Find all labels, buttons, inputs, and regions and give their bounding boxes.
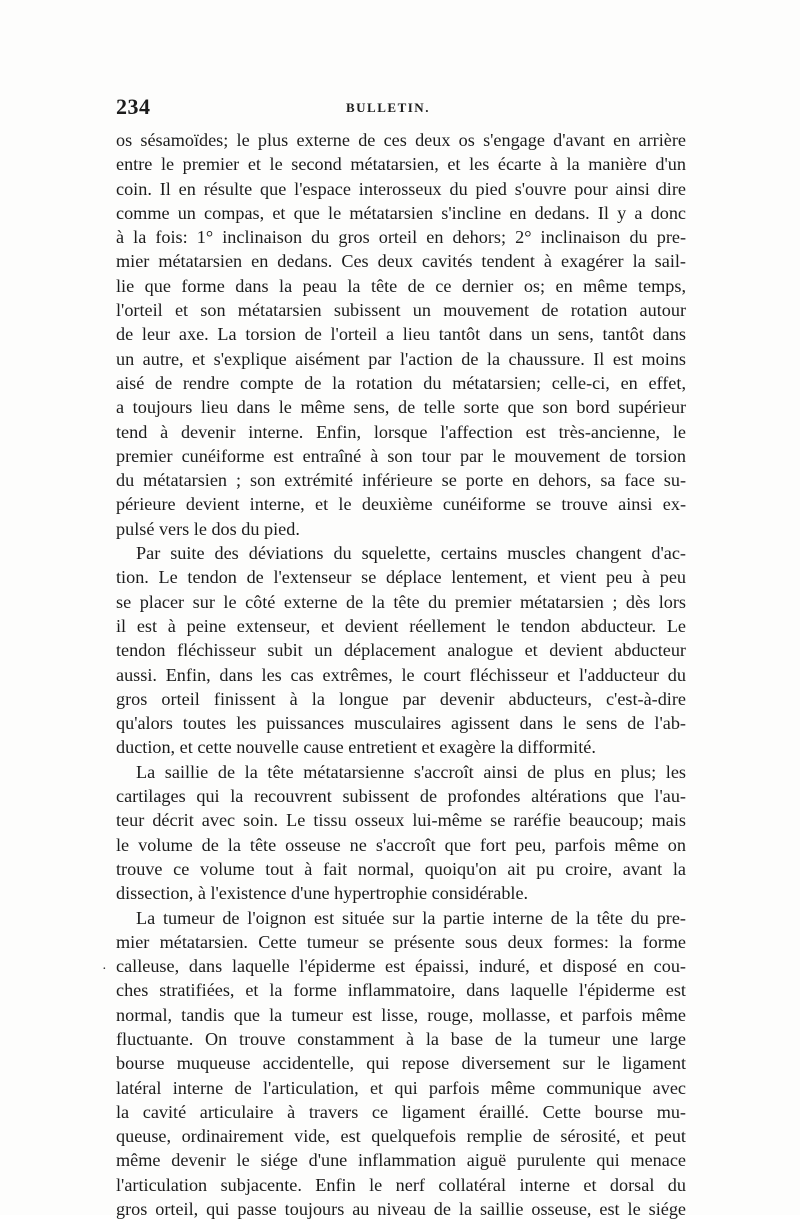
text-line: trouve ce volume tout à fait normal, quoiqu'on ait pu croire, avant la xyxy=(116,857,686,881)
text-line: dissection, à l'existence d'une hypertrophie considérable. xyxy=(116,881,686,905)
text-line: pulsé vers le dos du pied. xyxy=(116,517,686,541)
text-line: l'articulation subjacente. Enfin le nerf collatéral interne et dorsal du xyxy=(116,1173,686,1197)
text-line: à la fois: 1° inclinaison du gros orteil en dehors; 2° inclinaison du pre- xyxy=(116,225,686,249)
text-line: entre le premier et le second métatarsien, et les écarte à la manière d'un xyxy=(116,152,686,176)
text-line: du métatarsien ; son extrémité inférieure se porte en dehors, sa face su- xyxy=(116,468,686,492)
running-title: BULLETIN. xyxy=(346,100,430,116)
body-text xyxy=(116,128,686,1221)
text-line: la cavité articulaire à travers ce ligament éraillé. Cette bourse mu- xyxy=(116,1100,686,1124)
text-line: La tumeur de l'oignon est située sur la partie interne de la tête du pre- xyxy=(116,906,686,930)
margin-mark: · xyxy=(102,962,107,978)
page-number: 234 xyxy=(116,94,151,120)
text-line: tion. Le tendon de l'extenseur se déplace lentement, et vient peu à peu xyxy=(116,565,686,589)
paragraph-3 xyxy=(116,760,686,906)
text-line: le volume de la tête osseuse ne s'accroît que fort peu, parfois même on xyxy=(116,833,686,857)
text-line: lie que forme dans la peau la tête de ce dernier os; en même temps, xyxy=(116,274,686,298)
text-line: qu'alors toutes les puissances musculaires agissent dans le sens de l'ab- xyxy=(116,711,686,735)
text-line: calleuse, dans laquelle l'épiderme est épaissi, induré, et disposé en cou- xyxy=(116,954,686,978)
text-line: bourse muqueuse accidentelle, qui repose diversement sur le ligament xyxy=(116,1051,686,1075)
text-line: La saillie de la tête métatarsienne s'accroît ainsi de plus en plus; les xyxy=(116,760,686,784)
paragraph-1 xyxy=(116,128,686,541)
text-line: périeure devient interne, et le deuxième cunéiforme se trouve ainsi ex- xyxy=(116,492,686,516)
text-line: premier cunéiforme est entraîné à son tour par le mouvement de torsion xyxy=(116,444,686,468)
text-line: ches stratifiées, et la forme inflammatoire, dans laquelle l'épiderme est xyxy=(116,978,686,1002)
text-line: tend à devenir interne. Enfin, lorsque l'affection est très-ancienne, le xyxy=(116,420,686,444)
text-line: mier métatarsien en dedans. Ces deux cavités tendent à exagérer la sail- xyxy=(116,249,686,273)
text-line: os sésamoïdes; le plus externe de ces deux os s'engage d'avant en arrière xyxy=(116,128,686,152)
text-line: duction, et cette nouvelle cause entretient et exagère la difformité. xyxy=(116,735,686,759)
text-line: gros orteil finissent à la longue par devenir abducteurs, c'est-à-dire xyxy=(116,687,686,711)
text-line: un autre, et s'explique aisément par l'action de la chaussure. Il est moins xyxy=(116,347,686,371)
text-line: coin. Il en résulte que l'espace interosseux du pied s'ouvre pour ainsi dire xyxy=(116,177,686,201)
text-line: fluctuante. On trouve constamment à la base de la tumeur une large xyxy=(116,1027,686,1051)
text-line: de leur axe. La torsion de l'orteil a lieu tantôt dans un sens, tantôt dans xyxy=(116,322,686,346)
text-line: gros orteil, qui passe toujours au niveau de la saillie osseuse, est le siége xyxy=(116,1197,686,1221)
text-line: latéral interne de l'articulation, et qui parfois même communique avec xyxy=(116,1076,686,1100)
text-line: a toujours lieu dans le même sens, de telle sorte que son bord supérieur xyxy=(116,395,686,419)
text-line: normal, tandis que la tumeur est lisse, rouge, mollasse, et parfois même xyxy=(116,1003,686,1027)
text-line: se placer sur le côté externe de la tête du premier métatarsien ; dès lors xyxy=(116,590,686,614)
text-line: queuse, ordinairement vide, est quelquefois remplie de sérosité, et peut xyxy=(116,1124,686,1148)
text-line: cartilages qui la recouvrent subissent de profondes altérations que l'au- xyxy=(116,784,686,808)
paragraph-2 xyxy=(116,541,686,760)
text-line: Par suite des déviations du squelette, certains muscles changent d'ac- xyxy=(116,541,686,565)
text-line: l'orteil et son métatarsien subissent un mouvement de rotation autour xyxy=(116,298,686,322)
text-line: aussi. Enfin, dans les cas extrêmes, le court fléchisseur et l'adducteur du xyxy=(116,663,686,687)
page-header xyxy=(116,94,686,128)
text-line: mier métatarsien. Cette tumeur se présente sous deux formes: la forme xyxy=(116,930,686,954)
text-line: comme un compas, et que le métatarsien s'incline en dedans. Il y a donc xyxy=(116,201,686,225)
paragraph-4 xyxy=(116,906,686,1221)
text-line: tendon fléchisseur subit un déplacement analogue et devient abducteur xyxy=(116,638,686,662)
text-line: même devenir le siége d'une inflammation aiguë purulente qui menace xyxy=(116,1148,686,1172)
text-line: teur décrit avec soin. Le tissu osseux lui-même se raréfie beaucoup; mais xyxy=(116,808,686,832)
text-line: il est à peine extenseur, et devient réellement le tendon abducteur. Le xyxy=(116,614,686,638)
text-line: aisé de rendre compte de la rotation du métatarsien; celle-ci, en effet, xyxy=(116,371,686,395)
